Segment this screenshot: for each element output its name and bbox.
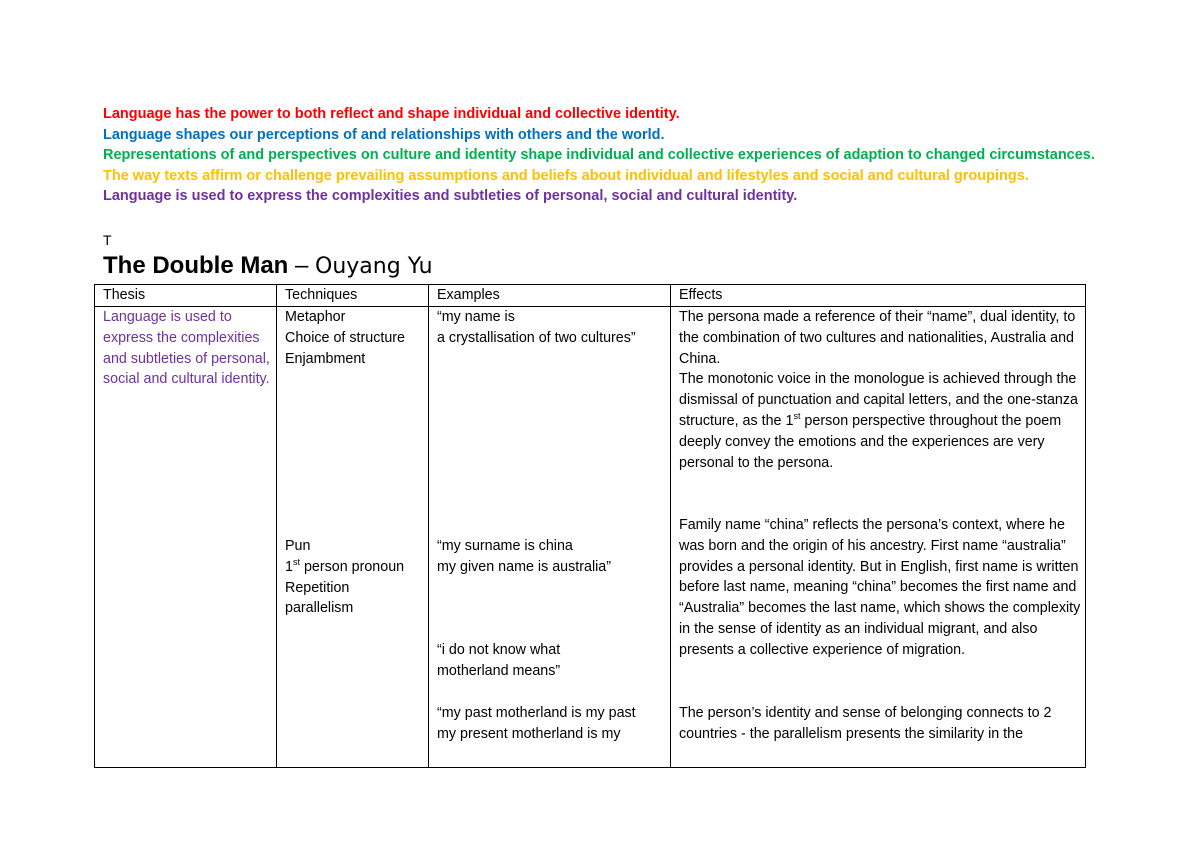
poem-author: Ouyang Yu	[315, 254, 433, 279]
techniques-group-2	[285, 536, 424, 619]
ordinal-suffix: st	[793, 411, 801, 422]
technique-item	[285, 557, 424, 578]
effect-text-part: The monotonic voice in the monologue is achieved through the dismissal of punctuation and capital letters, and the one-stanza structure, as the 1	[679, 371, 1078, 429]
technique-text: person pronoun	[299, 558, 405, 575]
quote-line: motherland means”	[437, 662, 561, 679]
thesis-text: Language is used to express the complexities and subtleties of personal, social and cultural identity.	[103, 309, 270, 388]
poem-title: The Double Man	[103, 252, 289, 279]
effect-text-part: person perspective throughout the poem deeply convey the emotions and the experiences are very personal to the persona.	[679, 412, 1062, 471]
effect-text: The persona made a reference of their “name”, dual identity, to the combination of two cultures and nationalities, Australia and China.	[679, 309, 1076, 367]
effect-paragraph-1	[679, 307, 1081, 473]
analysis-table	[94, 284, 1086, 768]
quote-line: “i do not know what	[437, 642, 561, 658]
ordinal-suffix: st	[292, 557, 300, 568]
techniques-cell	[277, 307, 429, 768]
concept-line-3: Representations of and perspectives on culture and identity shape individual and collective experiences of adaption to changed circumstances.	[103, 147, 1095, 163]
examples-cell	[429, 307, 671, 768]
effect-paragraph-3: The person’s identity and sense of belonging connects to 2 countries - the parallelism presents the similarity in the	[679, 705, 1052, 742]
concept-line-1: Language has the power to both reflect and shape individual and collective identity.	[103, 106, 680, 122]
effects-cell	[671, 307, 1086, 768]
ordinal-number: 1	[285, 558, 293, 575]
technique-item: Choice of structure	[285, 329, 405, 346]
quote-line: my present motherland is my	[437, 725, 621, 742]
example-quote-3	[437, 640, 666, 682]
stray-character: T	[103, 232, 112, 248]
quote-line: a crystallisation of two cultures”	[437, 329, 636, 346]
quote-line: “my past motherland is my past	[437, 705, 636, 721]
effect-paragraph-2: Family name “china” reflects the persona’s context, where he was born and the origin of his ancestry. First name “australia” provides a personal identity. But in English, first name is written before last name, meaning “china” becomes the first name and “Australia” becomes the last name, which shows the complexity in the sense of identity as an individual migrant, and also presents a collective experience of migration.	[679, 517, 1081, 658]
header-effects: Effects	[671, 285, 1086, 307]
document-title	[103, 251, 433, 282]
technique-item: Repetition	[285, 579, 350, 596]
header-thesis: Thesis	[95, 285, 277, 307]
thesis-cell	[95, 307, 277, 768]
table-header-row	[95, 285, 1086, 307]
technique-item: Metaphor	[285, 309, 346, 325]
quote-line: “my surname is china	[437, 538, 573, 554]
example-quote-1	[437, 307, 666, 349]
header-examples: Examples	[429, 285, 671, 307]
table-row	[95, 307, 1086, 768]
rubric-concepts	[103, 104, 1163, 207]
technique-item: parallelism	[285, 600, 354, 617]
technique-item: Pun	[285, 538, 311, 554]
effect-text	[679, 369, 1081, 473]
example-quote-4	[437, 703, 666, 745]
concept-line-4: The way texts affirm or challenge prevailing assumptions and beliefs about individual and lifestyles and social and cultural groupings.	[103, 167, 1029, 184]
title-separator: –	[288, 252, 316, 279]
concept-line-5: Language is used to express the complexities and subtleties of personal, social and cultural identity.	[103, 188, 798, 204]
technique-item: Enjambment	[285, 350, 366, 367]
header-techniques: Techniques	[277, 285, 429, 307]
example-quote-2	[437, 536, 666, 578]
techniques-group-1	[285, 307, 424, 369]
concept-line-2: Language shapes our perceptions of and relationships with others and the world.	[103, 126, 665, 143]
quote-line: “my name is	[437, 309, 515, 325]
quote-line: my given name is australia”	[437, 558, 612, 575]
